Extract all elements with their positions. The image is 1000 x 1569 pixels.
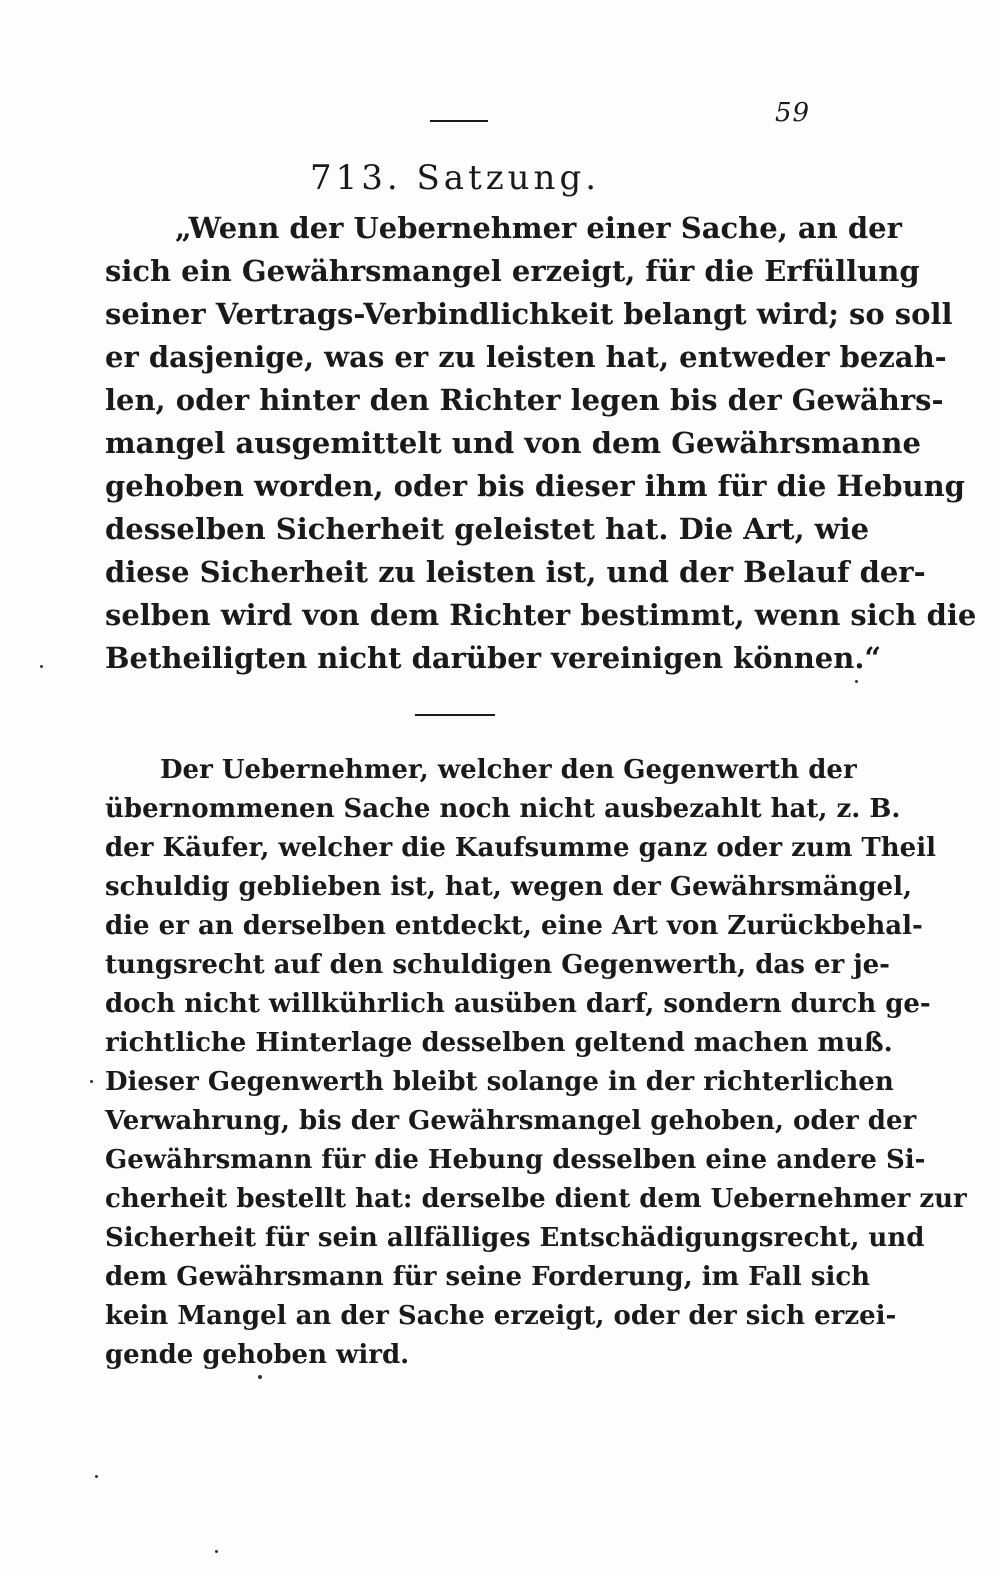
- print-speck: [90, 1080, 93, 1083]
- text-line: die er an derselben entdeckt, eine Art von Zurückbehal-: [105, 911, 923, 941]
- text-line: doch nicht willkührlich ausüben darf, sondern durch ge-: [105, 989, 931, 1019]
- text-line: selben wird von dem Richter bestimmt, wenn sich die: [105, 598, 977, 632]
- text-line: cherheit bestellt hat: derselbe dient dem Uebernehmer zur: [105, 1184, 967, 1214]
- text-line: der Käufer, welcher die Kaufsumme ganz oder zum Theil: [105, 833, 936, 863]
- text-line: übernommenen Sache noch nicht ausbezahlt hat, z. B.: [105, 794, 901, 824]
- text-line: Der Uebernehmer, welcher den Gegenwerth der: [160, 755, 857, 785]
- section-heading: 713. Satzung.: [310, 158, 601, 198]
- text-line: mangel ausgemittelt und von dem Gewährsmanne: [105, 426, 921, 460]
- print-speck: [95, 1475, 98, 1478]
- text-line: richtliche Hinterlage desselben geltend machen muß.: [105, 1028, 893, 1058]
- text-line: len, oder hinter den Richter legen bis der Gewährs-: [105, 383, 944, 417]
- text-line: er dasjenige, was er zu leisten hat, entweder bezah-: [105, 340, 947, 374]
- text-line: seiner Vertrags-Verbindlichkeit belangt wird; so soll: [105, 297, 953, 331]
- text-line: dem Gewährsmann für seine Forderung, im Fall sich: [105, 1262, 871, 1292]
- print-speck: [855, 680, 858, 683]
- text-line: Betheiligten nicht darüber vereinigen können.“: [105, 641, 882, 675]
- text-line: gende gehoben wird.: [105, 1340, 410, 1370]
- text-line: kein Mangel an der Sache erzeigt, oder der sich erzei-: [105, 1301, 897, 1331]
- text-line: schuldig geblieben ist, hat, wegen der Gewährsmängel,: [105, 872, 913, 902]
- text-line: sich ein Gewährsmangel erzeigt, für die Erfüllung: [105, 254, 920, 288]
- print-speck: [258, 1375, 262, 1379]
- text-line: gehoben worden, oder bis dieser ihm für die Hebung: [105, 469, 965, 503]
- text-line: Sicherheit für sein allfälliges Entschädigungsrecht, und: [105, 1223, 925, 1253]
- print-speck: [215, 1550, 218, 1553]
- page-number: 59: [775, 98, 811, 128]
- text-line: diese Sicherheit zu leisten ist, und der Belauf der-: [105, 555, 926, 589]
- text-line: Gewährsmann für die Hebung desselben eine andere Si-: [105, 1145, 926, 1175]
- text-line: Verwahrung, bis der Gewährsmangel gehoben, oder der: [105, 1106, 917, 1136]
- section-divider: [415, 714, 495, 716]
- print-speck: [40, 665, 43, 668]
- text-line: tungsrecht auf den schuldigen Gegenwerth, das er je-: [105, 950, 890, 980]
- text-line: desselben Sicherheit geleistet hat. Die Art, wie: [105, 512, 870, 546]
- header-rule: [430, 120, 488, 122]
- text-line: Dieser Gegenwerth bleibt solange in der richterlichen: [105, 1067, 894, 1097]
- text-line: „Wenn der Uebernehmer einer Sache, an der: [175, 211, 902, 245]
